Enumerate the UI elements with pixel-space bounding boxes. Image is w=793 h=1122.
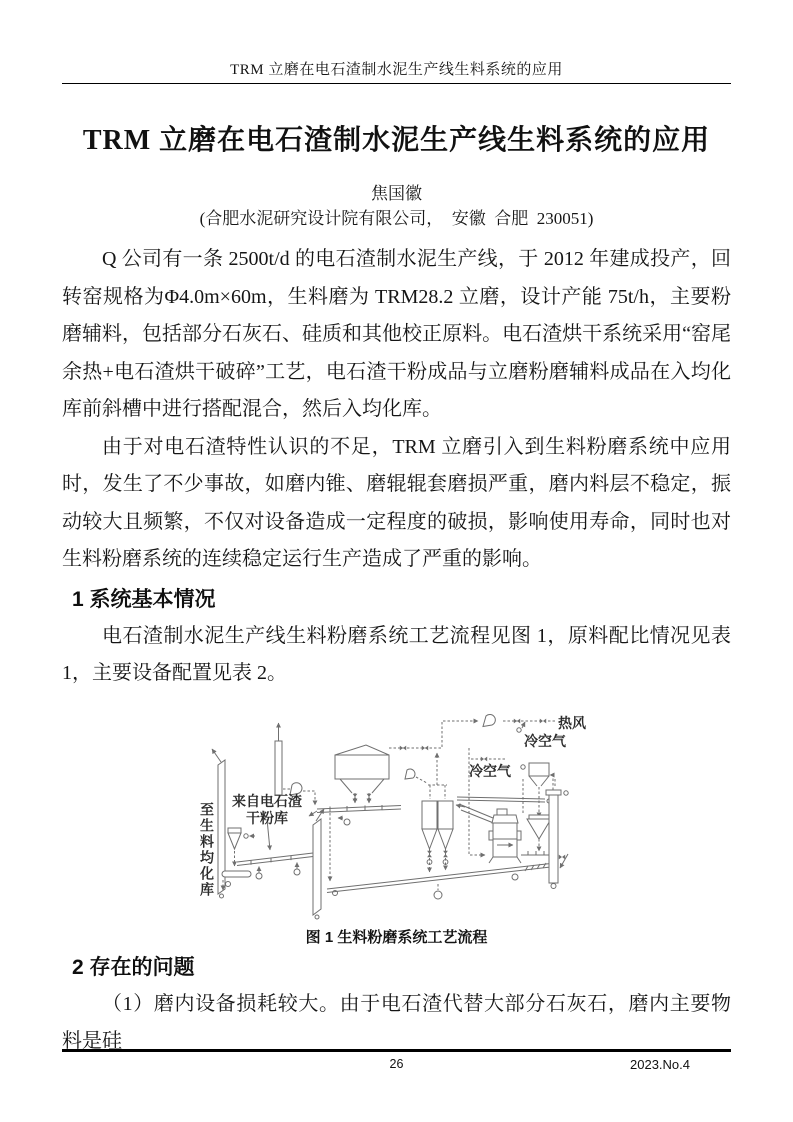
paragraph-2: 由于对电石渣特性认识的不足，TRM 立磨引入到生料粉磨系统中应用时，发生了不少事故，如磨内锥、磨辊辊套磨损严重，磨内料层不稳定，振动较大且频繁，不仅对设备造成一定程度的破损，影响使用寿命，同时也对生料粉磨系统的连续稳定运行生产造成了严重的影响。 [62,435,731,570]
feed-air-slide [237,819,313,879]
header-rule [62,83,731,84]
article-body [62,241,731,1061]
label-cold-air-lower: 冷空气 [469,762,511,779]
center-bucket-elevator [313,809,338,919]
label-cold-air-upper: 冷空气 [524,732,566,749]
label-hot-air: 热风 [558,714,586,731]
long-air-slide [327,863,555,899]
paragraph-4: （1）磨内设备损耗较大。由于电石渣代替大部分石灰石，磨内主要物料是硅 [62,992,731,1052]
bag-filter [335,745,389,803]
filter-air-slide [309,805,401,825]
figure-1 [175,705,615,920]
section-heading-2: 2 存在的问题 [72,955,195,979]
label-to-homogenizing-silo: 至生料均化库 [199,801,215,898]
running-title: TRM 立磨在电石渣制水泥生产线生料系统的应用 [230,62,563,78]
vertical-mill [489,809,521,863]
paragraph-3: 电石渣制水泥生产线生料粉磨系统工艺流程见图 1，原料配比情况见表 1，主要设备配置见表 2。 [62,624,731,684]
cold-air-valve-upper [517,727,521,731]
recirculation-fan-icon [405,769,415,779]
author-name: 焦国徽 [371,184,422,203]
left-discharge-cyclone [222,828,255,890]
label-from-slag-silo-line2: 干粉库 [246,809,288,826]
hot-air-fan-icon [483,714,495,726]
paragraph-1: Q 公司有一条 2500t/d 的电石渣制水泥生产线，于 2012 年建成投产，回转窑规格为Φ4.0m×60m，生料磨为 TRM28.2 立磨，设计产能 75t/h，主要粉磨辅料，包括部分石灰石、硅质和其他校正原料。电石渣烘干系统采用“窑尾余热+电石渣烘干破碎”工艺，电石渣干粉成品与立磨粉磨辅料成品在入均化库前斜槽中进行搭配混合，然后入均化库。 [62,248,731,420]
feeder-motor-icon [521,764,525,768]
footer-rule [62,1049,731,1052]
drain-icon [434,891,442,899]
label-from-slag-silo-line1: 来自电石渣 [232,792,302,809]
page-title: TRM 立磨在电石渣制水泥生产线生料系统的应用 [82,125,711,156]
page-number: 26 [389,1057,404,1071]
separator-funnel [527,819,551,839]
author-affiliation: (合肥水泥研究设计院有限公司， 安徽 合肥 230051) [199,209,594,228]
issue-label: 2023.No.4 [630,1057,690,1072]
figure-caption: 图 1 生料粉磨系统工艺流程 [305,928,488,946]
section-heading-1: 1 系统基本情况 [72,587,216,611]
